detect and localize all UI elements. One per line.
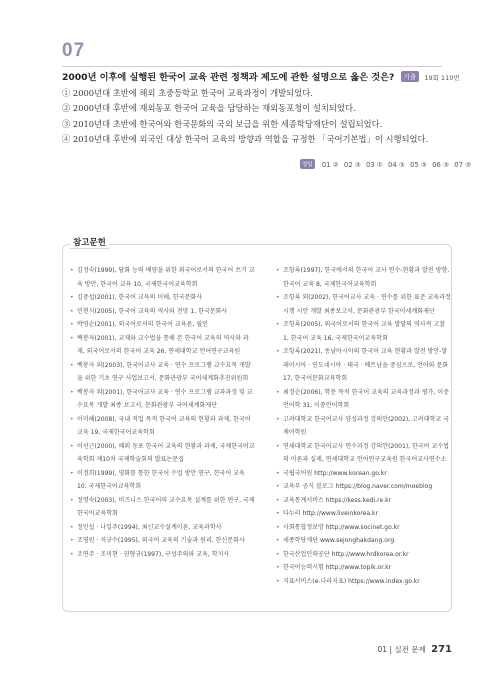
reference-item: • 백봉자 외(2001), 한국어교사 교육 · 연수 프로그램 교과과정 및 교수요목 개발 최종 보고서, 문화관광부 국어세계화재단	[70, 386, 256, 413]
reference-link: • 한국산업인력공단 http://www.hrdkorea.or.kr	[276, 548, 452, 562]
exam-tag-badge: 기출	[401, 71, 420, 82]
reference-item: • 백봉자(2001), 교재와 교수법을 통해 본 한국어 교육의 역사와 과제, 외국어로서의 한국어 교육 26, 연세대학교 언어연구교육원	[70, 332, 256, 359]
reference-item: • 고려대학교 한국어교사 양성과정 강의안(2002), 고려대학교 국제어학원	[276, 413, 452, 440]
question-source: 19회 110번	[424, 74, 460, 82]
answer-key-item: 03 ①	[365, 161, 383, 169]
references-left-column	[70, 264, 256, 561]
reference-link: • 한국어능력시험 http://www.topik.or.kr	[276, 561, 452, 575]
question-number: 07	[62, 40, 86, 61]
option-2: ② 2000년대 후반에 재외동포 한국어 교육을 담당하는 재외동포청이 설치되었다.	[62, 103, 356, 114]
reference-link: • 국립국어원 http://www.korean.go.kr	[276, 467, 452, 481]
reference-link: • 교육부 공식 블로그 https://blog.naver.com/moeblog	[276, 480, 452, 494]
reference-item: • 조항록 외(2002), 한국어교사 교육 · 연수를 위한 표준 교육과정 시행 시안 개발 최종보고서, 문화관광부 한국어세계화재단	[276, 291, 452, 318]
answer-key-item: 07 ③	[454, 161, 472, 169]
answer-options	[62, 87, 452, 148]
answer-key	[300, 159, 472, 169]
question-divider	[62, 66, 442, 67]
reference-item: • 정명숙(2003), 비즈니스 한국어의 교수요목 설계를 위한 연구, 국제한국어교육학회	[70, 494, 256, 521]
reference-item: • 조항록(2021), 동남아시아의 한국어 교육 현황과 발전 방안-말레이시아 · 인도네시아 · 태국 · 베트남을 중심으로, 언어와 문화 17, 한국어문화교육학회	[276, 345, 452, 386]
option-3: ③ 2010년대 초반에 한국어와 한국문화의 국외 보급을 위한 세종학당재단이 설립되었다.	[62, 118, 383, 129]
reference-item: • 이선근(2000), 해외 동포 한국어 교육의 현황과 과제, 국제한국어교육학회 제10차 국제학술회의 발표논문집	[70, 440, 256, 467]
reference-item: • 백봉자 외(2003), 한국어교사 교육 · 연수 프로그램 교수요목 개발을 위한 기초 연구 사업보고서, 문화관광부 국어세계화추진위원회	[70, 359, 256, 386]
answer-key-item: 05 ③	[410, 161, 428, 169]
references-right-column	[276, 264, 452, 588]
reference-item: • 김정숙(1999), 담화 능력 배양을 위한 외국어로서의 한국어 쓰기 교육 방안, 한국어 교육 10, 국제한국어교육학회	[70, 264, 256, 291]
reference-link: • 세종학당재단 www.sejonghakdang.org	[276, 534, 452, 548]
question-text-row	[62, 69, 460, 83]
reference-item: • 조항록(1997), 한국에서의 한국어 교사 연수-현황과 발전 방향, 한국어 교육 8, 국제한국어교육학회	[276, 264, 452, 291]
reference-item: • 조연주 · 조미현 · 권형규(1997), 구성주의와 교육, 학지사	[70, 548, 256, 562]
reference-item: • 조영원 · 석규수(1995), 외국어 교육의 기술과 원리, 한신문화사	[70, 534, 256, 548]
answer-key-item: 01 ②	[321, 161, 339, 169]
reference-item: • 이정희(1999), 영화를 통한 한국어 수업 방안 연구, 한국어 교육 10, 국제한국어교육학회	[70, 467, 256, 494]
page-number: 271	[431, 644, 452, 655]
answer-key-item: 04 ③	[388, 161, 405, 169]
reference-link: • 교육통계서비스 https://kess.kedi.re.kr	[276, 494, 452, 508]
reference-item: • 김중섭(2001), 한국어 교육의 이해, 한국문화사	[70, 291, 256, 305]
reference-item: • 최정순(2006), 학문 목적 한국어 교육의 교육과정과 평가, 이중언어학 31, 이중언어학회	[276, 386, 452, 413]
reference-item: • 정인섭 · 나일주(1994), 최신교수설계이론, 교육과학사	[70, 521, 256, 535]
references-title: 참고문헌	[70, 236, 109, 248]
option-1: ① 2000년대 초반에 해외 초중등학교 한국어 교육과정이 개발되었다.	[62, 88, 313, 98]
reference-item: • 민현식(2005), 한국어 교육의 역사와 전망 1, 한국문화사	[70, 305, 256, 319]
page-footer	[378, 644, 452, 655]
answer-key-item: 06 ③	[432, 161, 450, 169]
reference-item: • 조항록(2005), 외국어로서의 한국어 교육 발달의 역사적 고찰 1, 한국어 교육 16, 국제한국어교육학회	[276, 318, 452, 345]
reference-item: • 연세대학교 한국어교사 연수과정 강의안(2001), 한국어 교수법의 이론과 실제, 연세대학교 언어연구교육원 한국어교사연수소	[276, 440, 452, 467]
reference-link: • 지표서비스(e-나라지표) https://www.index.go.kr	[276, 575, 452, 589]
chapter-label: 01 | 실전 문제	[377, 645, 426, 654]
reference-item: • 박영순(2001), 외국어로서의 한국어 교육론, 월인	[70, 318, 256, 332]
answer-key-label: 정답	[300, 159, 315, 169]
option-4: ④ 2010년대 후반에 외국인 대상 한국어 교육의 방향과 역할을 규정한 「국어기본법」이 시행되었다.	[62, 133, 429, 144]
reference-link: • 사회통합정보망 http://www.socinet.go.kr	[276, 521, 452, 535]
question-text: 2000년 이후에 실행된 한국어 교육 관련 정책과 제도에 관한 설명으로 옳은 것은?	[62, 72, 395, 83]
reference-item: • 이미혜(2008), 국내 직업 목적 한국어 교육의 현황과 과제, 한국어 교육 19, 국제한국어교육학회	[70, 413, 256, 440]
answer-key-item: 02 ③	[343, 161, 361, 169]
reference-link: • 다누리 http://www.liveinkorea.kr	[276, 507, 452, 521]
